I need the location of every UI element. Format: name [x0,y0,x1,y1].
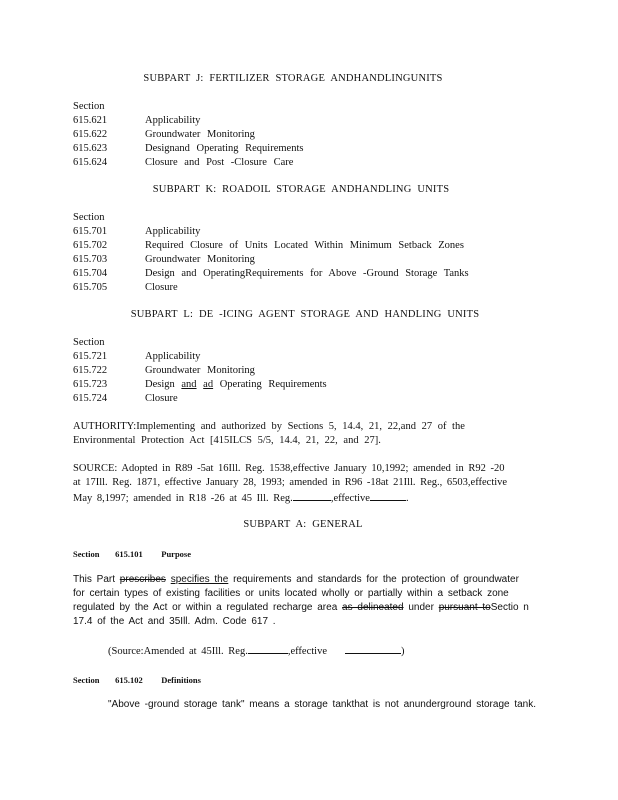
subpart-l-heading: SUBPART L: DE -ICING AGENT STORAGE AND HANDLING UNITS [130,309,480,320]
blank-line [293,490,331,501]
section-label: Section [73,337,105,348]
section-102-text: "Above -ground storage tank" means a storage tankthat is not anunderground storage tank. [108,699,537,710]
subpart-a-heading: SUBPART A: GENERAL [243,519,363,530]
toc-row: 615.703 Groundwater Monitoring [73,254,255,265]
toc-row: 615.622 Groundwater Monitoring [73,129,255,140]
subpart-k-toc [73,211,553,295]
toc-row: 615.705 Closure [73,282,178,293]
blank-line [248,643,288,654]
toc-row: 615.704 Design and OperatingRequirements for Above -Ground Storage Tanks [73,268,469,279]
toc-row: 615.721 Applicability [73,351,201,362]
toc-row: 615.624 Closure and Post -Closure Care [73,157,294,168]
blank-line [345,643,401,654]
toc-row: 615.701 Applicability [73,226,201,237]
section-101-heading: Section 615.101 Purpose [73,549,191,559]
section-label: Section [73,101,105,112]
section-101-text: This Part prescribes specifies the requirements and standards for the protection of groundwater for certain types of existing facilities or units located wholly or partially within a setback zone regulated by the Act or within a regulated recharge area as delineated under pursuant toSectio n 17.4 of the Act and 35Ill. Adm. Code 617 . [73,574,529,627]
toc-row: 615.722 Groundwater Monitoring [73,365,255,376]
source-note: SOURCE: Adopted in R89 -5at 16Ill. Reg. 1538,effective January 10,1992; amended in R92 -20 at 17Ill. Reg. 1871, effective January 28, 1993; amended in R96 -18at 21Ill. Reg., 6503,effective May 8,1997; amended in R18 -26 at 45 Ill. Reg. ,effective . [73,463,508,504]
section-label: Section [73,212,105,223]
section-101-source: (Source:Amended at 45Ill. Reg. ,effective ) [108,643,588,659]
toc-row: 615.724 Closure [73,393,178,404]
subpart-j-heading: SUBPART J: FERTILIZER STORAGE ANDHANDLINGUNITS [143,73,443,84]
toc-row: 615.623 Designand Operating Requirements [73,143,304,154]
toc-row: 615.723 Design and ad Operating Requirements [73,379,327,390]
subpart-j-toc [73,100,553,170]
toc-row: 615.702 Required Closure of Units Located Within Minimum Setback Zones [73,240,464,251]
subpart-k-heading: SUBPART K: ROADOIL STORAGE ANDHANDLING UNITS [152,184,450,195]
section-102-heading: Section 615.102 Definitions [73,675,201,685]
toc-row: 615.621 Applicability [73,115,201,126]
authority-note: AUTHORITY:Implementing and authorized by Sections 5, 14.4, 21, 22,and 27 of the Environmental Protection Act [415ILCS 5/5, 14.4, 21, 22, and 27]. [73,421,465,446]
subpart-l-toc [73,336,553,406]
blank-line [370,490,406,501]
